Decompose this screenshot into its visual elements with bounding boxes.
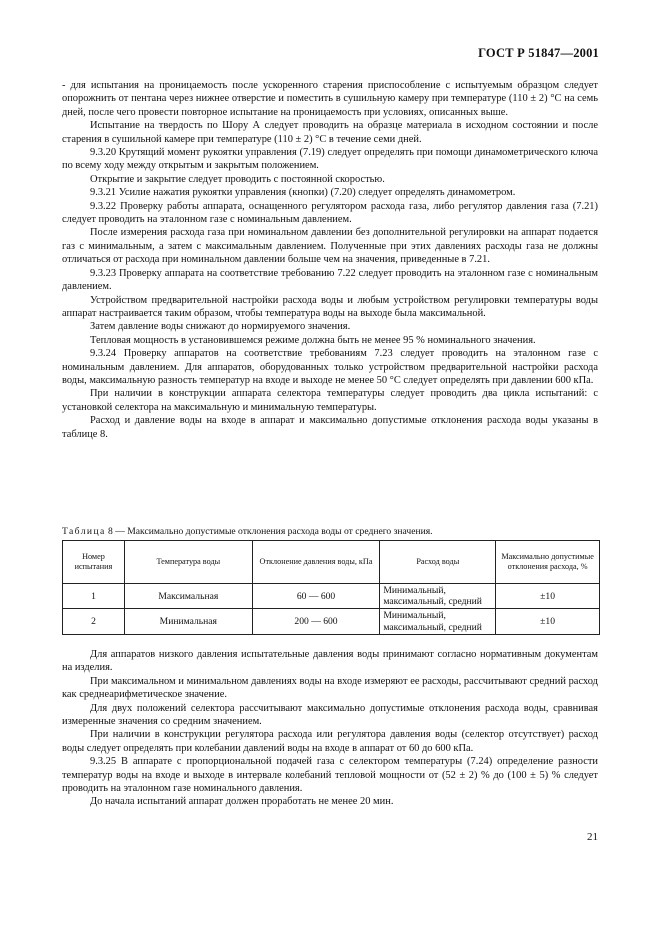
table-row [63, 584, 600, 609]
paragraph: При наличии в конструкции аппарата селектора температуры следует проводить два цикла испытаний: с установкой селектора на максимальную и минимальную температуры. [62, 388, 598, 413]
cell-flow: Минимальный, максимальный, средний [380, 609, 496, 634]
paragraph: Для двух положений селектора рассчитывают максимально допустимые отклонения расхода воды, сравнивая измеренные значения со средним значением. [62, 702, 598, 728]
cell-test-number: 2 [63, 609, 125, 634]
table-row [63, 609, 600, 634]
header-test-number: Номер испытания [63, 541, 125, 584]
paragraph: Испытание на твердость по Шору А следует проводить на образце материала в исходном состоянии и после старения в сушильной камере при температуре (110 ± 2) °С в течение семи дней. [62, 120, 598, 145]
paragraph: При наличии в конструкции регулятора расхода или регулятора давления воды (селектор отсутствует) расход воды следует определять при колебании давлений воды на входе в аппарат от 60 до 600 кПа. [62, 729, 598, 754]
paragraph: 9.3.25 В аппарате с пропорциональной подачей газа с селектором температуры (7.24) определение разности температур воды на входе и выходе в интервале колебаний тепловой мощности от (52 ± 2) % до (100 ± 5) % следует проводить на эталонном газе номинального давления. [62, 756, 598, 795]
table-caption-label: Таблица [62, 526, 106, 537]
paragraph: - для испытания на проницаемость после ускоренного старения приспособление с испытуемым образцом следует опорожнить от пентана через нижнее отверстие и поместить в сушильную камеру при температуре (110 ± 2) °С на семь дней, после чего провести повторное испытание на проницаемость при условиях, описанных выше. [62, 80, 598, 118]
paragraph: Тепловая мощность в установившемся режиме должна быть не менее 95 % номинального значения. [90, 334, 536, 346]
standard-header: ГОСТ Р 51847—2001 [478, 46, 599, 60]
header-water-flow: Расход воды [380, 541, 496, 584]
table-caption-text: 8 — Максимально допустимые отклонения расхода воды от среднего значения. [108, 526, 433, 537]
table-caption [62, 526, 602, 538]
cell-deviation: ±10 [496, 609, 600, 634]
header-pressure-deviation: Отклонение давления воды, кПа [252, 541, 380, 584]
cell-flow: Минимальный, максимальный, средний [380, 584, 496, 609]
body-text-bottom [62, 648, 598, 809]
cell-deviation: ±10 [496, 584, 600, 609]
paragraph: При максимальном и минимальном давлениях воды на входе измеряют ее расходы, рассчитывают средний расход как среднеарифметическое значение. [62, 675, 598, 701]
paragraph: Затем давление воды снижают до нормируемого значения. [90, 321, 351, 333]
table-header-row [63, 541, 600, 584]
paragraph: Расход и давление воды на входе в аппарат и максимально допустимые отклонения расхода воды указаны в таблице 8. [62, 415, 598, 440]
paragraph: Открытие и закрытие следует проводить с постоянной скоростью. [90, 173, 385, 185]
paragraph: 9.3.20 Крутящий момент рукоятки управления (7.19) следует определять при помощи динамометрического ключа по всему ходу между открытым и закрытым положением. [62, 147, 598, 172]
paragraph: После измерения расхода газа при номинальном давлении без дополнительной регулировки на аппарат подается газ с минимальным, а затем с максимальным давлением. Полученные при этих давлениях расходы газа не должны отличаться от расхода при номинальном давлении больше чем на значения, приведенные в 7.21. [62, 227, 598, 266]
paragraph: Устройством предварительной настройки расхода воды и любым устройством регулировки температуры воды аппарат настраивается таким образом, чтобы температура воды на выходе была максимальной. [62, 294, 598, 319]
cell-pressure: 60 — 600 [252, 584, 380, 609]
cell-temperature: Максимальная [124, 584, 252, 609]
page-number: 21 [587, 831, 598, 843]
paragraph: 9.3.24 Проверку аппаратов на соответствие требованиям 7.23 следует проводить на эталонном газе с номинальным давлением. Для аппаратов, оборудованных только устройством предварительной настройки расхода воды, максимальную разность температур на входе и выходе не менее 50 °С следует определять при давлении 600 кПа. [62, 348, 598, 386]
header-max-deviation: Максимально допустимые отклонения расхода, % [496, 541, 600, 584]
header-water-temperature: Температура воды [124, 541, 252, 584]
paragraph: 9.3.21 Усилие нажатия рукоятки управления (кнопки) (7.20) следует определять динамометром. [90, 187, 516, 199]
paragraph: 9.3.23 Проверку аппарата на соответствие требованию 7.22 следует проводить на эталонном газе с номинальным давлением. [62, 267, 598, 293]
cell-pressure: 200 — 600 [252, 609, 380, 634]
paragraph: 9.3.22 Проверку работы аппарата, оснащенного регулятором расхода газа, либо регулятор давления газа (7.21) следует проводить на эталонном газе с номинальным давлением. [62, 200, 598, 226]
paragraph: Для аппаратов низкого давления испытательные давления воды принимают согласно нормативным документам на изделия. [62, 649, 598, 674]
cell-test-number: 1 [63, 584, 125, 609]
body-text-top [62, 79, 598, 441]
deviation-table [62, 540, 600, 635]
cell-temperature: Минимальная [124, 609, 252, 634]
paragraph: До начала испытаний аппарат должен проработать не менее 20 мин. [90, 796, 394, 808]
